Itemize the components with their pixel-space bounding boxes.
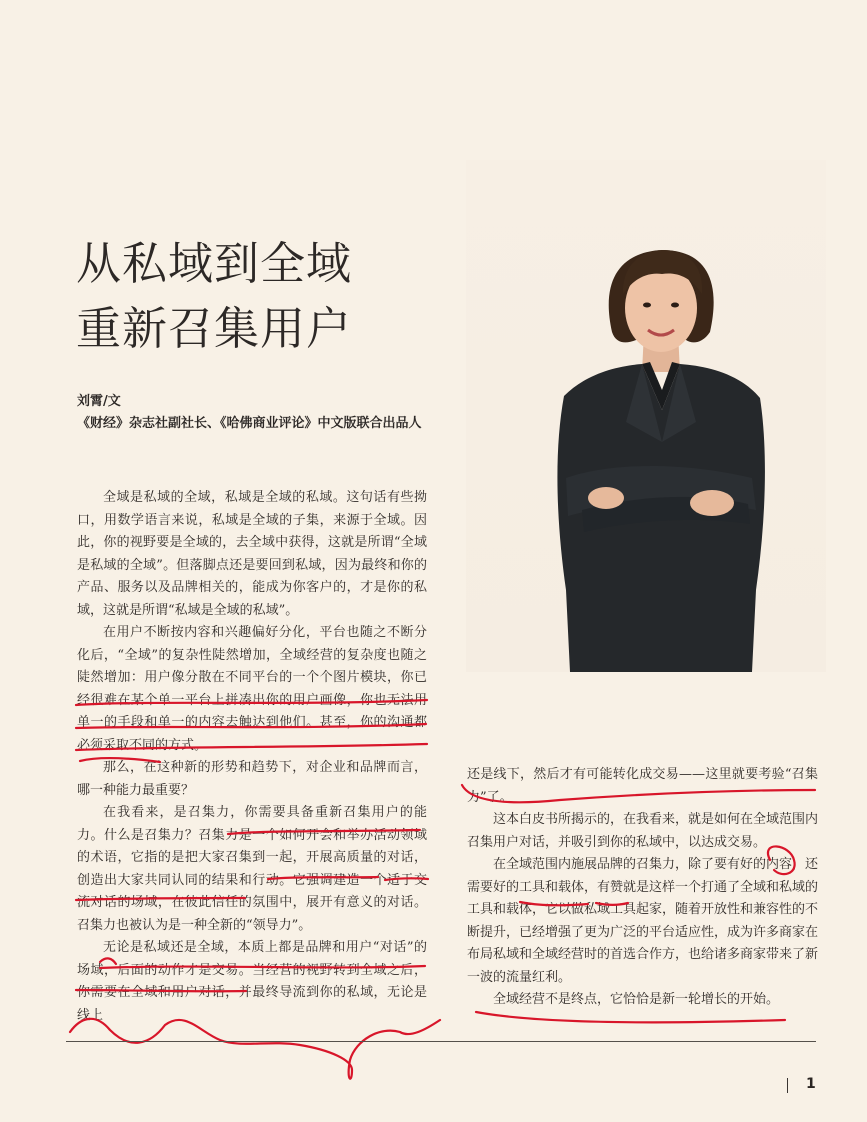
page-number: 1: [806, 1076, 816, 1092]
author-portrait: [466, 160, 826, 672]
paragraph-8: 全域经营不是终点，它恰恰是新一轮增长的开始。: [493, 992, 780, 1007]
left-column: [77, 487, 427, 1027]
paragraph-7: 在全域范围内施展品牌的召集力，除了要有好的内容，还需要好的工具和载体，有赞就是这样一个打通了全域和私域的工具和载体，它以做私域工具起家，随着开放性和兼容性的不断提升，已经增强了更为广泛的平台适应性，成为许多商家在布局私域和全域经营时的首选合作方，也给诸多商家带来了新一波的流量红利。: [467, 857, 819, 985]
author-name: 刘霄/文: [77, 394, 121, 409]
paragraph-5-continued: 还是线下，然后才有可能转化成交易——这里就要考验“召集力”了。: [467, 767, 818, 805]
paragraph-2: 在用户不断按内容和兴趣偏好分化，平台也随之不断分化后，“全域”的复杂性陡然增加，全域经营的复杂度也随之陡然增加：用户像分散在不同平台的一个个图片模块，你已经很难在某个单一平台上拼凑出你的用户画像，你也无法用单一的手段和单一的内容去触达到他们。甚至，你的沟通都必须采取不同的方式。: [77, 625, 427, 753]
paragraph-5: 无论是私域还是全域，本质上都是品牌和用户“对话”的场域，后面的动作才是交易。当经营的视野转到全域之后，你需要在全域和用户对话，并最终导流到你的私域，无论是线上: [77, 940, 427, 1023]
footer-divider: [66, 1041, 816, 1042]
page-title-line-1: 从私域到全域: [76, 237, 353, 290]
author-role: 《财经》杂志社副社长、《哈佛商业评论》中文版联合出品人: [77, 416, 422, 431]
portrait-illustration: [466, 160, 826, 672]
right-column: [467, 764, 818, 1012]
paragraph-6: 这本白皮书所揭示的，在我看来，就是如何在全域范围内召集用户对话，并吸引到你的私域中，以达成交易。: [467, 812, 819, 850]
paragraph-1: 全域是私域的全域，私域是全域的私域。这句话有些拗口，用数学语言来说，私域是全域的子集，来源于全域。因此，你的视野要是全域的，去全域中获得，这就是所谓“全域是私域的全域”。但落脚点还是要回到私域，因为最终和你的产品、服务以及品牌相关的，能成为你客户的，才是你的私域，这就是所谓“私域是全域的私域”。: [77, 490, 427, 618]
paragraph-3: 那么，在这种新的形势和趋势下，对企业和品牌而言，哪一种能力最重要？: [77, 760, 427, 798]
paragraph-4: 在我看来，是召集力，你需要具备重新召集用户的能力。什么是召集力？召集力是一个如何开会和举办活动领域的术语，它指的是把大家召集到一起，开展高质量的对话，创造出大家共同认同的结果和行动。它强调建造一个适于交流对话的场域，在彼此信任的氛围中，展开有意义的对话。召集力也被认为是一种全新的“领导力”。: [77, 805, 427, 933]
page-title-line-2: 重新召集用户: [76, 302, 353, 355]
page-number-separator: [787, 1078, 788, 1093]
